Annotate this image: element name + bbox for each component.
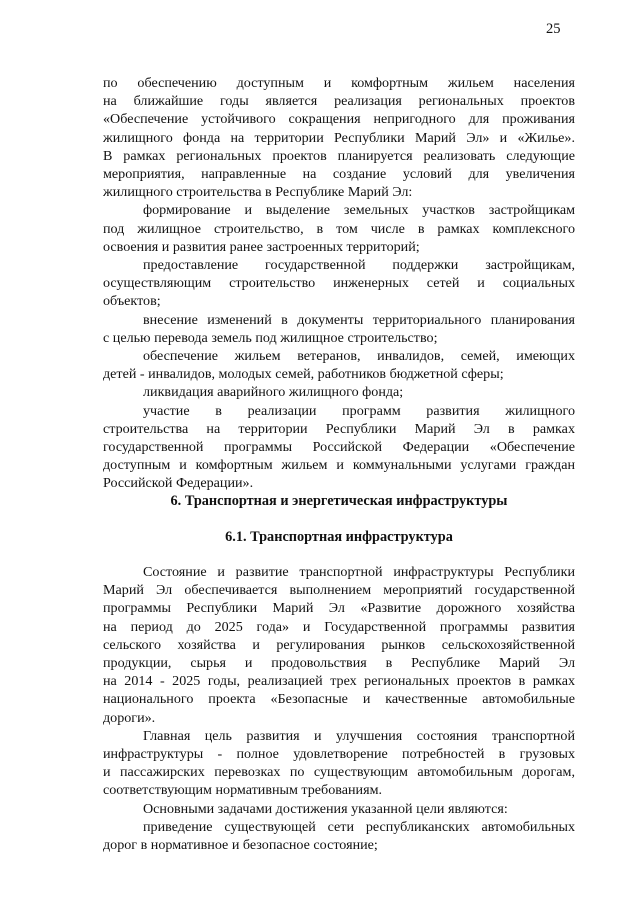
- text-line: «Обеспечение устойчивого сокращения непригодного для проживания: [103, 111, 575, 128]
- paragraph-main-tasks: [103, 800, 575, 818]
- text-line: доступным и комфортным жильем и коммунальными услугами граждан: [103, 457, 575, 474]
- text-line: ликвидация аварийного жилищного фонда;: [143, 384, 404, 401]
- text-line: под жилищное строительство, в том числе в рамках комплексного: [103, 220, 575, 237]
- paragraph-program-participation: [103, 402, 575, 493]
- text-line: на 2014 - 2025 годы, реализацией трех региональных проектов в рамках: [103, 673, 575, 690]
- paragraph-land-allocation: [103, 201, 575, 256]
- text-line: по обеспечению доступным и комфортным жильем населения: [103, 75, 575, 91]
- text-line: программы Республики Марий Эл «Развитие дорожного хозяйства: [103, 600, 575, 617]
- text-line: строительства на территории Республики Марий Эл в рамках: [103, 420, 575, 437]
- paragraph-housing-provision: [103, 347, 575, 383]
- section-heading: 6. Транспортная и энергетическая инфраструктуры: [170, 493, 508, 509]
- text-line: сельского хозяйства и регулирования рынков сельскохозяйственной: [103, 636, 575, 653]
- text-line: национального проекта «Безопасные и качественные автомобильные: [103, 691, 575, 708]
- text-line: мероприятия, направленные на создание условий для увеличения: [103, 166, 575, 183]
- text-line: продукции, сырья и продовольствия в Республике Марий Эл: [103, 655, 575, 672]
- paragraph-emergency-housing: [103, 383, 575, 401]
- text-line: внесение изменений в документы территориального планирования: [143, 311, 575, 328]
- text-line: соответствующим нормативным требованиям.: [103, 782, 383, 799]
- text-line: на период до 2025 года» и Государственной программы развития: [103, 618, 575, 635]
- paragraph-state-support: [103, 256, 575, 311]
- text-line: дорог в нормативное и безопасное состояние;: [103, 837, 378, 854]
- text-line: участие в реализации программ развития жилищного: [143, 402, 575, 419]
- text-line: обеспечение жильем ветеранов, инвалидов, семей, имеющих: [143, 348, 575, 365]
- paragraph-intro: [103, 74, 575, 201]
- text-line: объектов;: [103, 293, 161, 310]
- text-line: жилищного фонда на территории Республики Марий Эл» и «Жилье».: [103, 129, 575, 146]
- text-line: и пассажирских перевозках по существующим автомобильным дорогам,: [103, 764, 575, 781]
- subsection-heading: 6.1. Транспортная инфраструктура: [225, 529, 453, 545]
- text-line: формирование и выделение земельных участков застройщикам: [143, 202, 575, 219]
- text-line: инфраструктуры - полное удовлетворение потребностей в грузовых: [103, 746, 575, 763]
- text-line: Состояние и развитие транспортной инфраструктуры Республики: [143, 564, 575, 580]
- paragraph-transport-state: [103, 563, 575, 727]
- paragraph-main-goal: [103, 727, 575, 800]
- text-line: жилищного строительства в Республике Марий Эл:: [103, 184, 413, 201]
- transport-text: [103, 563, 575, 854]
- text-line: дороги».: [103, 709, 156, 726]
- text-line: государственной программы Российской Федерации «Обеспечение: [103, 439, 575, 456]
- text-line: осуществляющим строительство инженерных сетей и социальных: [103, 275, 575, 292]
- paragraph-planning-changes: [103, 311, 575, 347]
- text-line: Основными задачами достижения указанной цели являются:: [143, 800, 508, 817]
- text-line: приведение существующей сети республиканских автомобильных: [143, 818, 575, 835]
- text-line: с целью перевода земель под жилищное строительство;: [103, 329, 438, 346]
- text-line: Марий Эл обеспечивается выполнением мероприятий государственной: [103, 582, 575, 599]
- text-line: предоставление государственной поддержки застройщикам,: [143, 257, 575, 274]
- text-line: детей - инвалидов, молодых семей, работников бюджетной сферы;: [103, 366, 504, 383]
- text-line: на ближайшие годы является реализация региональных проектов: [103, 93, 575, 110]
- text-line: Российской Федерации».: [103, 475, 254, 492]
- housing-measures-text: [103, 74, 575, 493]
- paragraph-road-network: [103, 818, 575, 854]
- text-line: В рамках региональных проектов планируется реализовать следующие: [103, 147, 575, 164]
- page-number: 25: [546, 21, 561, 37]
- text-line: освоения и развития ранее застроенных территорий;: [103, 238, 420, 255]
- text-line: Главная цель развития и улучшения состояния транспортной: [143, 727, 575, 744]
